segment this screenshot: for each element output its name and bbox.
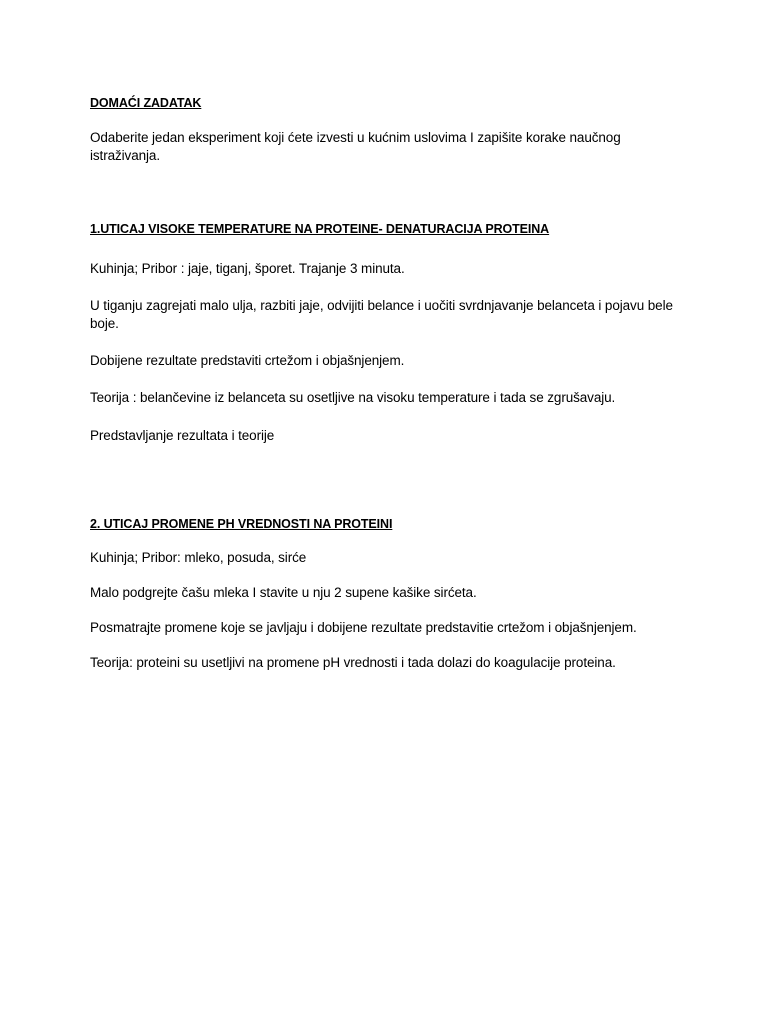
section1-procedure: U tiganju zagrejati malo ulja, razbiti jaje, odvijiti belance i uočiti svrdnjavanje belanceta i pojavu bele boje. xyxy=(90,298,673,331)
section2-theory: Teorija: proteini su usetljivi na promene pH vrednosti i tada dolazi do koagulacije proteina. xyxy=(90,655,616,670)
section2-equipment: Kuhinja; Pribor: mleko, posuda, sirće xyxy=(90,550,307,565)
intro-paragraph: Odaberite jedan eksperiment koji ćete izvesti u kućnim uslovima I zapišite korake naučnog istraživanja. xyxy=(90,130,621,163)
document-page xyxy=(90,0,690,1024)
section1-equipment: Kuhinja; Pribor : jaje, tiganj, šporet. Trajanje 3 minuta. xyxy=(90,261,405,276)
section1-heading: 1.UTICAJ VISOKE TEMPERATURE NA PROTEINE- DENATURACIJA PROTEINA xyxy=(90,222,550,236)
section2-procedure: Malo podgrejte čašu mleka I stavite u nju 2 supene kašike sirćeta. xyxy=(90,585,477,600)
section1-results: Dobijene rezultate predstaviti crtežom i objašnjenjem. xyxy=(90,353,405,368)
section2-heading: 2. UTICAJ PROMENE PH VREDNOSTI NA PROTEINI xyxy=(90,517,393,531)
section2-observation: Posmatrajte promene koje se javljaju i dobijene rezultate predstavitie crtežom i objašnjenjem. xyxy=(90,620,637,635)
section1-theory: Teorija : belančevine iz belanceta su osetljive na visoku temperature i tada se zgrušavaju. xyxy=(90,390,616,405)
document-title: DOMAĆI ZADATAK xyxy=(90,96,202,110)
section1-presentation: Predstavljanje rezultata i teorije xyxy=(90,428,275,443)
